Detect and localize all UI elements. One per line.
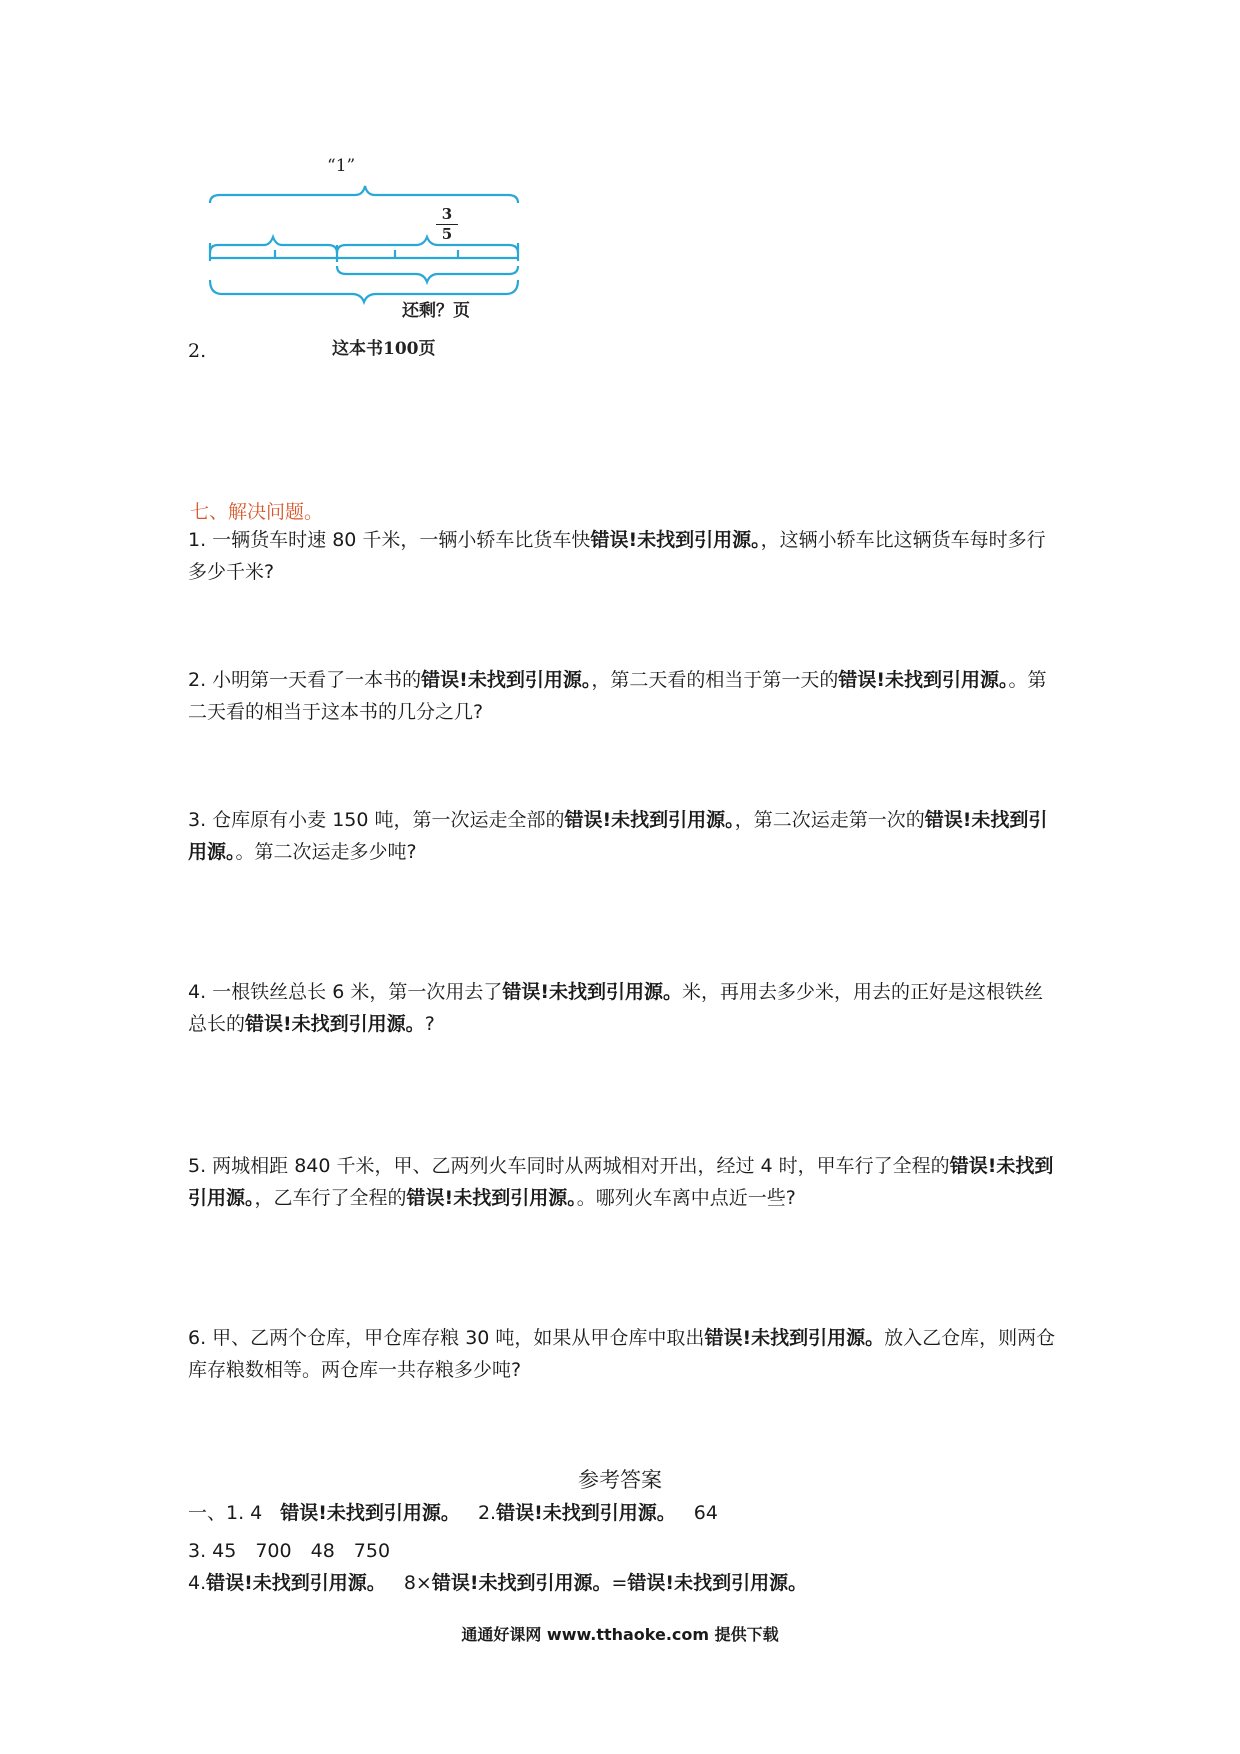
ref-error: 错误!未找到引用源。 [421,669,592,691]
question-number: 2. [188,340,207,362]
answer-line-1: 一、1. 4 错误!未找到引用源。 2.错误!未找到引用源。 64 [188,1502,718,1524]
fraction-numerator: 3 [441,205,453,223]
problem-5: 5. 两城相距 840 千米，甲、乙两列火车同时从两城相对开出，经过 4 时，甲车行了全程的错误!未找到引用源。，乙车行了全程的错误!未找到引用源。。哪列火车离中点近一些? [188,1155,1054,1209]
answer-line-2: 3. 45 700 48 750 [188,1540,391,1562]
ref-error: 错误!未找到引用源。 [188,1155,1054,1209]
problem-4: 4. 一根铁丝总长 6 米，第一次用去了错误!未找到引用源。米，再用去多少米，用去的正好是这根铁丝总长的错误!未找到引用源。? [188,981,1044,1035]
fraction-denominator: 5 [441,225,453,243]
fraction-diagram [180,150,580,360]
ref-error: 错误!未找到引用源。 [627,1572,808,1594]
section-title: 七、解决问题。 [190,501,324,523]
remaining-pages-label: 还剩？页 [402,301,470,321]
ref-error: 错误!未找到引用源。 [590,529,761,551]
ref-error: 错误!未找到引用源。 [564,809,735,831]
ref-error: 错误!未找到引用源。 [280,1502,460,1524]
problem-3: 3. 仓库原有小麦 150 吨，第一次运走全部的错误!未找到引用源。，第二次运走第一次的错误!未找到引用源。。第二次运走多少吨? [188,809,1048,863]
ref-error: 错误!未找到引用源。 [406,1187,577,1209]
problem-1: 1. 一辆货车时速 80 千米，一辆小轿车比货车快错误!未找到引用源。，这辆小轿车比这辆货车每时多行多少千米? [188,529,1046,583]
bracket-diagram-graphic [180,150,580,360]
ref-error: 错误!未找到引用源。 [206,1572,386,1594]
ref-error: 错误!未找到引用源。 [245,1013,425,1035]
whole-label: “1” [327,156,356,176]
total-pages-label: 这本书100页 [332,339,436,359]
fraction-three-fifths [436,206,458,243]
answers-title: 参考答案 [578,1468,662,1492]
ref-error: 错误!未找到引用源。 [431,1572,612,1594]
ref-error: 错误!未找到引用源。 [496,1502,676,1524]
ref-error: 错误!未找到引用源。 [188,809,1048,863]
answer-line-3: 4.错误!未找到引用源。 8×错误!未找到引用源。=错误!未找到引用源。 [188,1572,808,1594]
problem-6: 6. 甲、乙两个仓库，甲仓库存粮 30 吨，如果从甲仓库中取出错误!未找到引用源。放入乙仓库，则两仓库存粮数相等。两仓库一共存粮多少吨? [188,1327,1056,1381]
problem-2: 2. 小明第一天看了一本书的错误!未找到引用源。，第二天看的相当于第一天的错误!未找到引用源。。第二天看的相当于这本书的几分之几? [188,669,1047,723]
ref-error: 错误!未找到引用源。 [502,981,683,1003]
ref-error: 错误!未找到引用源。 [704,1327,885,1349]
ref-error: 错误!未找到引用源。 [838,669,1009,691]
footer-source: 通通好课网 www.tthaoke.com 提供下载 [461,1625,779,1644]
